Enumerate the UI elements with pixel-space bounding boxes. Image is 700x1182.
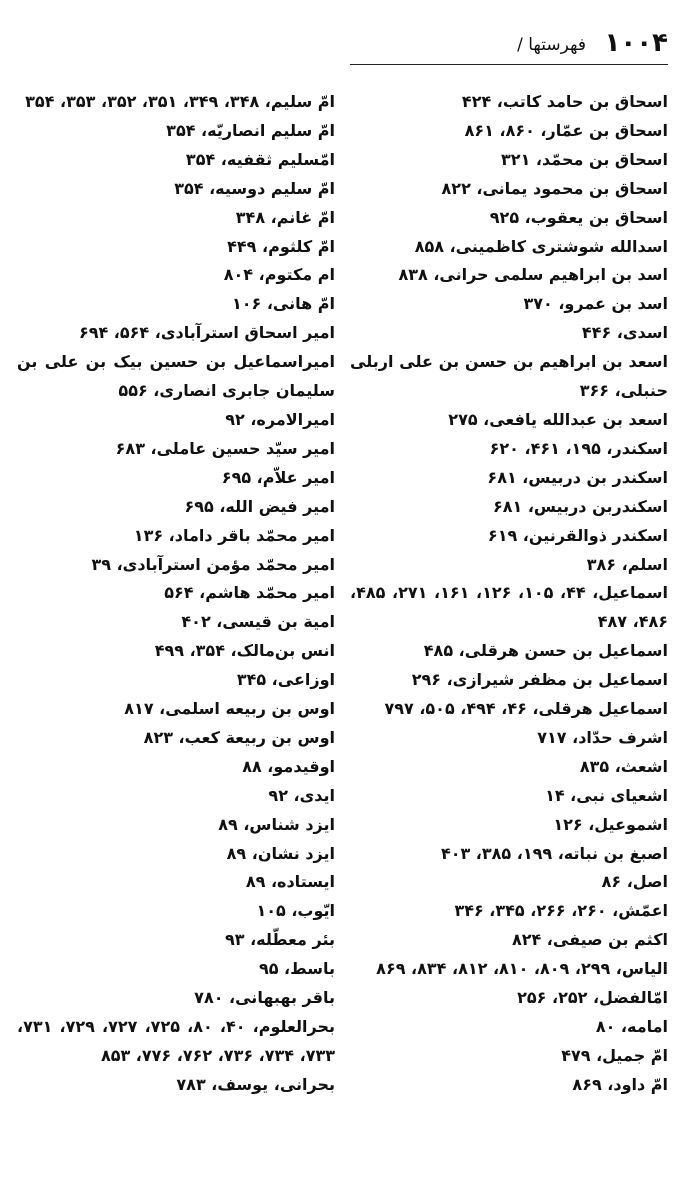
index-entry: ایدی، ۹۲ bbox=[268, 785, 335, 805]
index-entry: امیر محمّد هاشم، ۵۶۴ bbox=[164, 583, 335, 603]
index-entry: اشرف حدّاد، ۷۱۷ bbox=[537, 727, 668, 747]
index-entry: امّ سلیم دوسیه، ۳۵۴ bbox=[174, 178, 335, 198]
index-column-left bbox=[17, 88, 335, 1100]
index-entry: ایزد شناس، ۸۹ bbox=[218, 814, 335, 834]
index-entry: اسعد بن ابراهیم بن حسن بن علی اربلی حنبلی، ۳۶۶ bbox=[350, 352, 668, 401]
index-entry: اسحاق بن محمود یمانی، ۸۲۲ bbox=[441, 178, 668, 198]
index-entry: بئر معطّله، ۹۳ bbox=[225, 930, 335, 950]
index-entry: ام مکتوم، ۸۰۴ bbox=[223, 265, 335, 285]
index-entry: امّ جمیل، ۴۷۹ bbox=[561, 1045, 668, 1065]
index-entry: اوس بن ربیعة کعب، ۸۲۳ bbox=[143, 727, 335, 747]
index-entry: امّ سلیم، ۳۴۸، ۳۴۹، ۳۵۱، ۳۵۲، ۳۵۳، ۳۵۴ bbox=[25, 92, 335, 111]
header-rule bbox=[350, 64, 668, 65]
index-entry: امیر محمّد باقر داماد، ۱۳۶ bbox=[133, 525, 335, 545]
index-entry: اسماعیل بن حسن هرقلی، ۴۸۵ bbox=[423, 641, 668, 661]
index-column-right bbox=[350, 88, 668, 1100]
index-entry: اسکندر ذوالقرنین، ۶۱۹ bbox=[487, 525, 668, 545]
index-entry: امّ سلیم انصاریّه، ۳۵۴ bbox=[166, 120, 335, 140]
index-entry: امامه، ۸۰ bbox=[595, 1017, 668, 1036]
page-header bbox=[350, 28, 668, 62]
index-entry: امیرالامره، ۹۲ bbox=[225, 409, 335, 429]
index-entry: اسکندر، ۱۹۵، ۴۶۱، ۶۲۰ bbox=[489, 438, 668, 458]
index-entry: اسدالله شوشتری کاظمینی، ۸۵۸ bbox=[414, 236, 668, 256]
index-entry: اسد بن عمرو، ۳۷۰ bbox=[523, 294, 668, 314]
index-entry: اسماعیل بن مظفر شیرازی، ۲۹۶ bbox=[411, 670, 668, 690]
index-entry: اشعیای نبی، ۱۴ bbox=[545, 785, 668, 805]
index-entry: اسعد بن عبدالله یافعی، ۲۷۵ bbox=[448, 409, 668, 429]
index-entry: باقر بهبهانی، ۷۸۰ bbox=[194, 988, 335, 1008]
index-entry: اکثم بن صیفی، ۸۲۴ bbox=[511, 930, 668, 950]
running-title: فهرستها / bbox=[517, 35, 586, 55]
index-entry: امّ غانم، ۳۴۸ bbox=[235, 207, 335, 227]
index-entry: اوقیدمو، ۸۸ bbox=[242, 756, 335, 776]
index-entry: امیر فیض الله، ۶۹۵ bbox=[184, 496, 335, 516]
index-entry: انس بن‌مالک، ۳۵۴، ۴۹۹ bbox=[154, 641, 335, 661]
index-entry: ایستاده، ۸۹ bbox=[245, 872, 335, 892]
index-entry: اسد بن ابراهیم سلمی حرانی، ۸۳۸ bbox=[398, 265, 668, 285]
index-entry: باسط، ۹۵ bbox=[258, 959, 335, 979]
index-entry: امیر محمّد مؤمن استرآبادی، ۳۹ bbox=[91, 554, 335, 574]
index-entry: اشعث، ۸۳۵ bbox=[579, 756, 668, 776]
index-entry: بحرانی، یوسف، ۷۸۳ bbox=[176, 1074, 335, 1094]
index-entry: امّسلیم ثقفیه، ۳۵۴ bbox=[185, 149, 335, 169]
index-entry: بحرالعلوم، ۴۰، ۸۰، ۷۲۵، ۷۲۷، ۷۲۹، ۷۳۱، ۷۳۳، ۷۳۴، ۷۳۶، ۷۶۲، ۷۷۶، ۸۵۳ bbox=[17, 1017, 336, 1065]
index-entry: امّ داود، ۸۶۹ bbox=[572, 1074, 668, 1094]
index-entry: اصبغ بن نباته، ۱۹۹، ۳۸۵، ۴۰۳ bbox=[440, 843, 668, 863]
index-entry: اسدی، ۴۴۶ bbox=[581, 323, 668, 343]
index-entry: اسحاق بن حامد کاتب، ۴۲۴ bbox=[461, 92, 668, 111]
index-entry: ایزد نشان، ۸۹ bbox=[226, 843, 335, 863]
index-entry: امیراسماعیل بن حسین بیک بن علی بن سلیمان جابری انصاری، ۵۵۶ bbox=[17, 352, 335, 401]
index-entry: ایّوب، ۱۰۵ bbox=[256, 901, 335, 921]
index-entry: اسحاق بن یعقوب، ۹۲۵ bbox=[489, 207, 668, 227]
index-entry: الیاس، ۲۹۹، ۸۰۹، ۸۱۰، ۸۱۲، ۸۳۴، ۸۶۹ bbox=[376, 959, 668, 979]
index-entry: امیر علاّم، ۶۹۵ bbox=[221, 467, 335, 487]
index-entry: اسحاق بن عمّار، ۸۶۰، ۸۶۱ bbox=[464, 120, 668, 140]
index-entry: اسماعیل، ۴۴، ۱۰۵، ۱۲۶، ۱۶۱، ۲۷۱، ۴۸۵، ۴۸۶، ۴۸۷ bbox=[350, 583, 668, 632]
index-entry: اشموعیل، ۱۲۶ bbox=[553, 814, 668, 834]
index-entry: امّالفضل، ۲۵۲، ۲۵۶ bbox=[517, 988, 668, 1008]
index-entry: اسلم، ۳۸۶ bbox=[586, 554, 668, 574]
index-entry: اسکندربن دربیس، ۶۸۱ bbox=[492, 496, 668, 516]
index-entry: امّ کلثوم، ۴۴۹ bbox=[227, 236, 335, 256]
index-entry: امّ هانی، ۱۰۶ bbox=[231, 294, 335, 314]
index-entry: اصل، ۸۶ bbox=[601, 872, 668, 892]
page-number: ۱۰۰۴ bbox=[604, 28, 668, 58]
index-entry: اوزاعی، ۳۴۵ bbox=[236, 670, 335, 690]
index-entry: اسکندر بن دربیس، ۶۸۱ bbox=[487, 467, 668, 487]
index-entry: اعمّش، ۲۶۰، ۲۶۶، ۳۴۵، ۳۴۶ bbox=[454, 901, 668, 921]
index-entry: امیر سیّد حسین عاملی، ۶۸۳ bbox=[115, 438, 335, 458]
index-entry: اسماعیل هرقلی، ۴۶، ۴۹۴، ۵۰۵، ۷۹۷ bbox=[384, 699, 668, 719]
index-entry: اسحاق بن محمّد، ۳۲۱ bbox=[501, 149, 668, 169]
index-entry: امیة بن قیسی، ۴۰۲ bbox=[181, 612, 335, 632]
index-entry: اوس بن ربیعه اسلمی، ۸۱۷ bbox=[124, 699, 335, 719]
index-entry: امیر اسحاق استرآبادی، ۵۶۴، ۶۹۴ bbox=[78, 323, 335, 343]
